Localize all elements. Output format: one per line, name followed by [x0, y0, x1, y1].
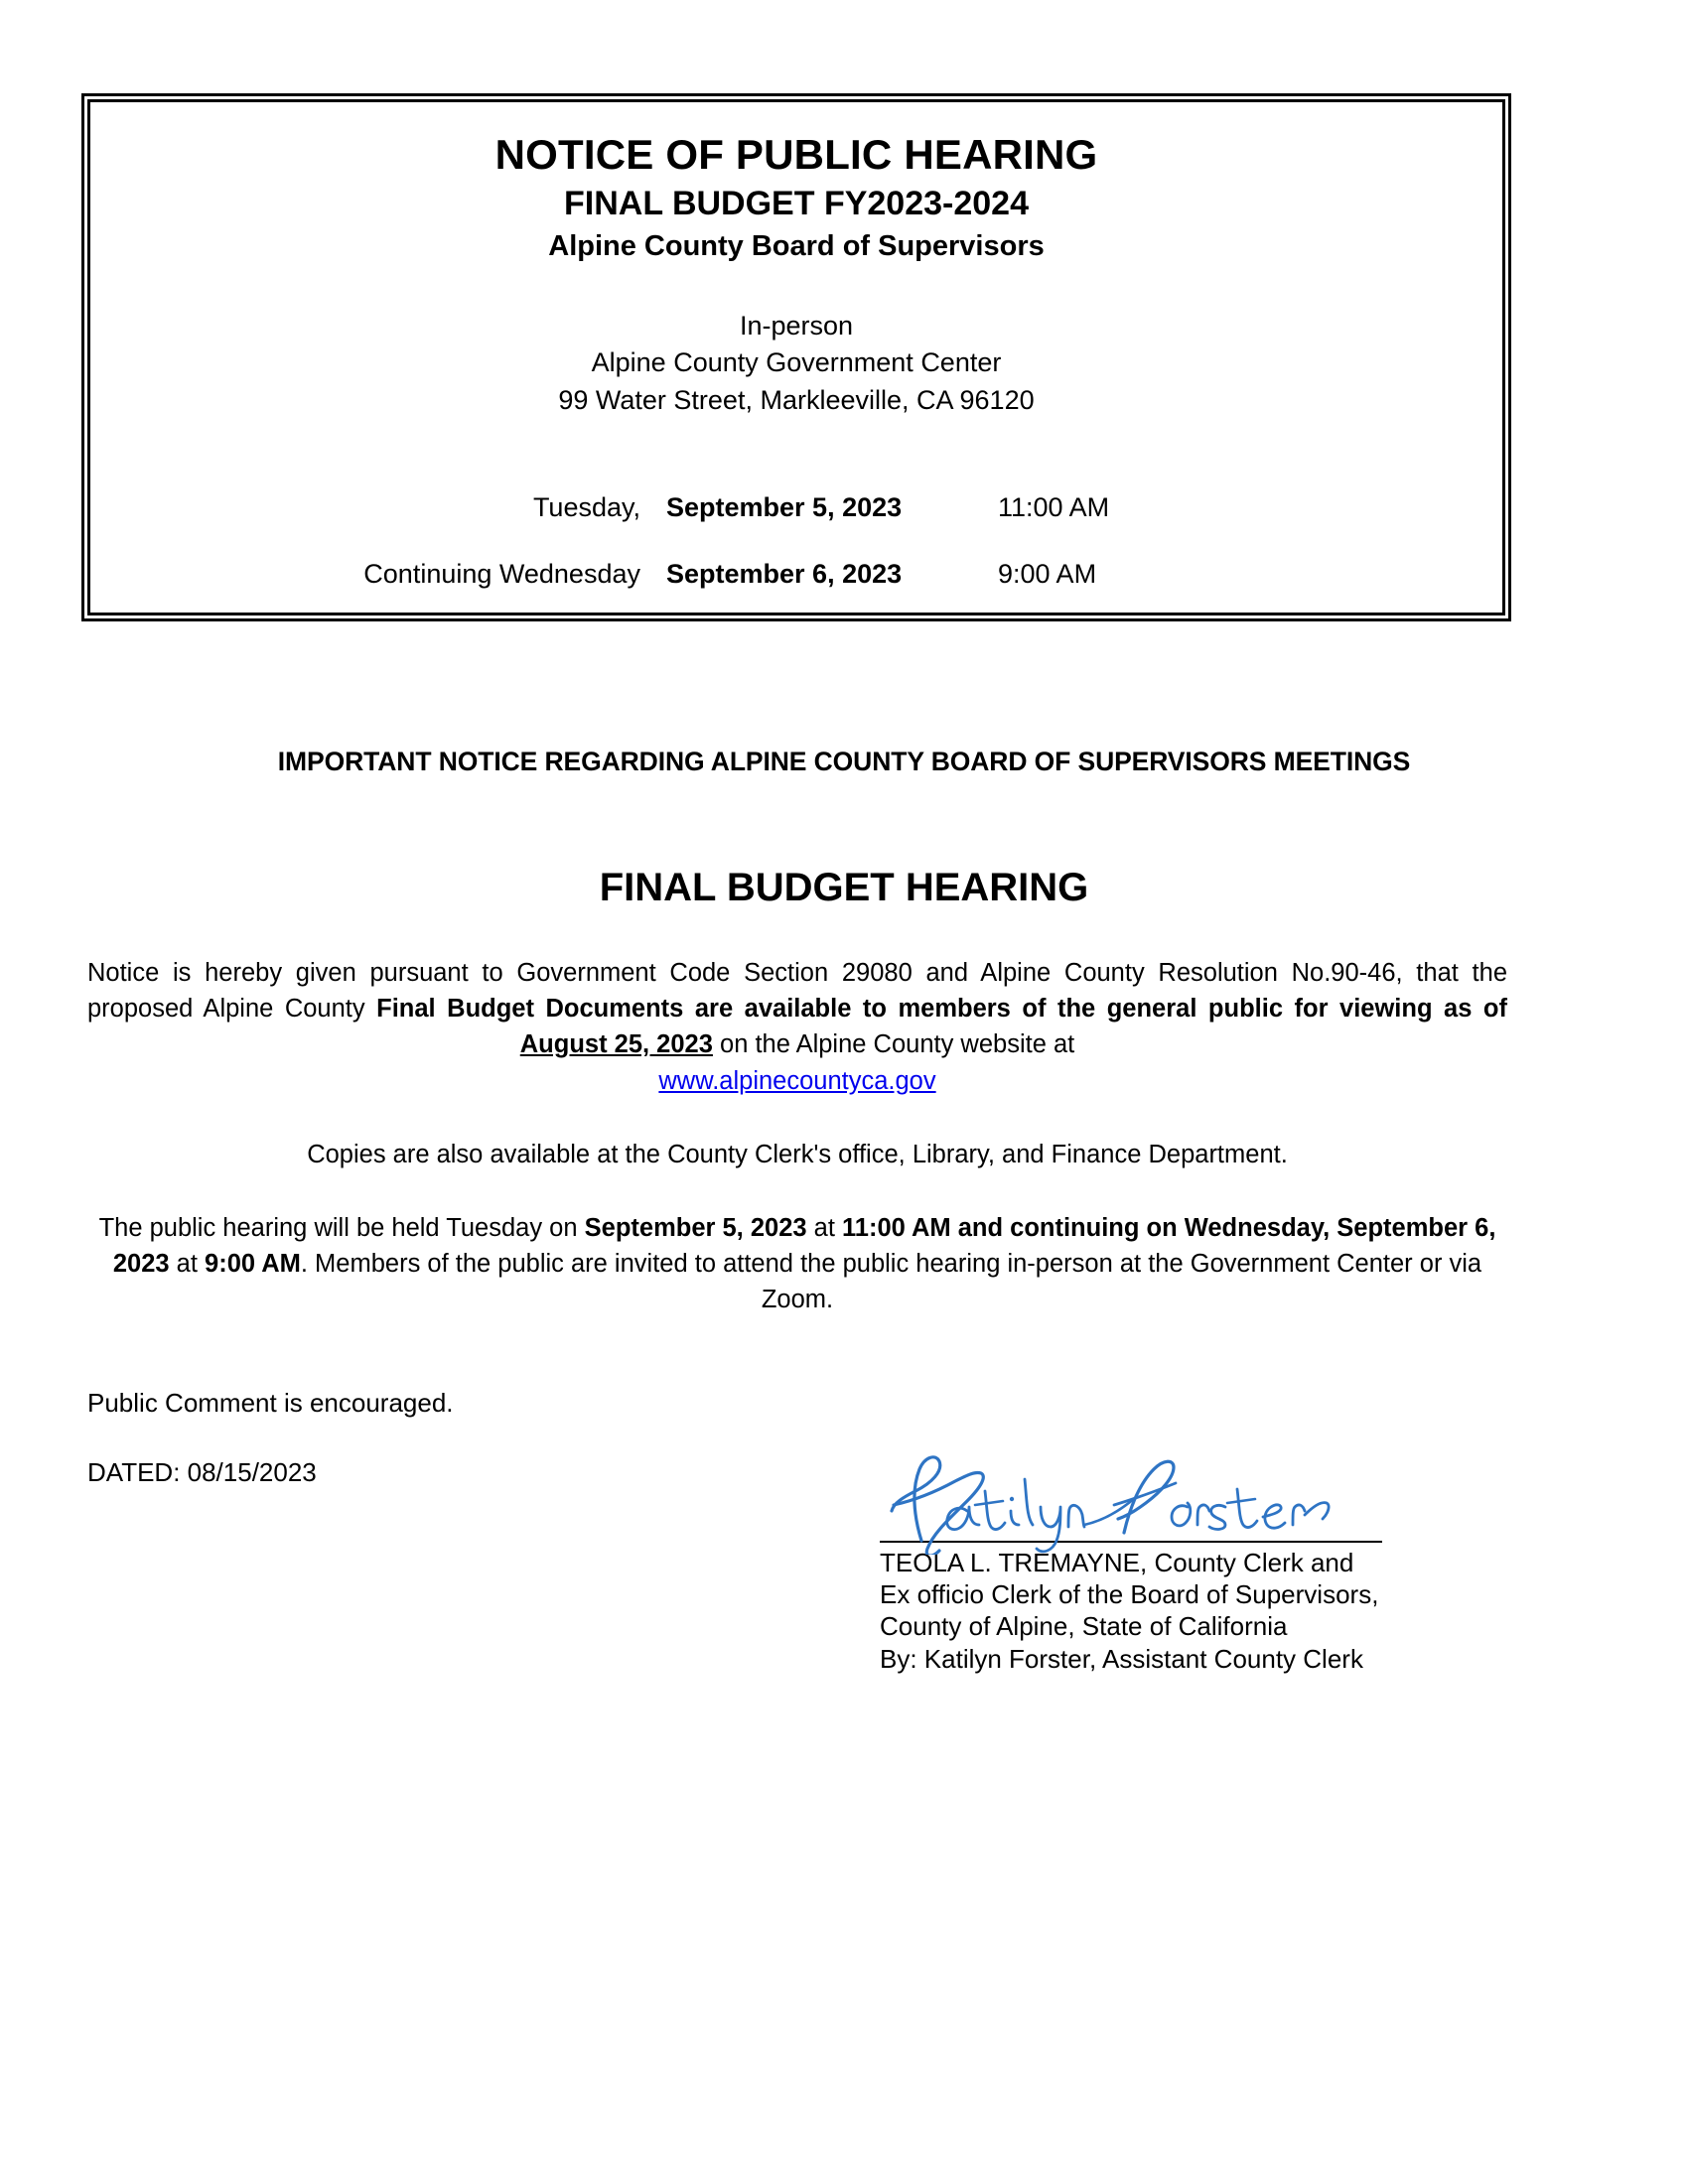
clerk-line-role: Ex officio Clerk of the Board of Supervisors, — [880, 1579, 1379, 1610]
page-title: NOTICE OF PUBLIC HEARING — [494, 131, 1098, 178]
schedule-day: Continuing Wednesday — [363, 558, 640, 589]
schedule-date: September 6, 2023 — [666, 558, 903, 589]
notice-box — [87, 99, 1505, 615]
signature-image — [880, 1451, 1436, 1541]
schedule-day: Tuesday, — [532, 491, 640, 522]
body-content — [87, 955, 1507, 1318]
public-comment-line: Public Comment is encouraged. — [87, 1388, 454, 1418]
notice-paragraph — [87, 955, 1507, 1063]
hearing-date-1: September 5, 2023 — [584, 1214, 807, 1243]
venue-block — [90, 308, 1502, 419]
availability-date: August 25, 2023 — [519, 1030, 713, 1059]
page-subtitle-board: Alpine County Board of Supervisors — [548, 230, 1045, 263]
hearing-text-at1: at — [806, 1214, 843, 1243]
clerk-line-by: By: Katilyn Forster, Assistant County Clerk — [880, 1643, 1363, 1674]
page-subtitle: FINAL BUDGET FY2023-2024 — [564, 184, 1029, 222]
final-budget-hearing-heading: FINAL BUDGET HEARING — [599, 866, 1089, 909]
clerk-line-jurisdiction: County of Alpine, State of California — [880, 1611, 1288, 1642]
notice-text-part4: on the Alpine County website at — [712, 1030, 1075, 1059]
hearing-text-at2: at — [169, 1250, 206, 1279]
county-website-link[interactable]: www.alpinecountyca.gov — [658, 1066, 936, 1095]
clerk-signature-lines — [880, 1547, 1436, 1675]
venue-place: Alpine County Government Center — [591, 347, 1002, 378]
clerk-line-name: TEOLA L. TREMAYNE, County Clerk and — [880, 1548, 1354, 1577]
hearing-schedule — [90, 492, 1502, 590]
hearing-time-and-continuation: 11:00 AM and continuing on Wednesday, September 6, 2023 — [112, 1214, 1496, 1279]
schedule-date: September 5, 2023 — [666, 491, 903, 522]
venue-address: 99 Water Street, Markleeville, CA 96120 — [558, 384, 1035, 415]
notice-text-part1: Notice is hereby given pursuant to Government Code Section 29080 and Alpine County Resolution No.90-46, that the proposed Alpine County — [87, 959, 1507, 1024]
venue-mode: In-person — [739, 311, 854, 341]
dated-line: DATED: 08/15/2023 — [87, 1457, 317, 1487]
schedule-row — [90, 492, 1502, 523]
notice-text-bold: Final Budget Documents are available to members of the general public for viewing as of — [376, 995, 1507, 1024]
schedule-time: 11:00 AM — [998, 491, 1110, 522]
website-line — [87, 1063, 1507, 1099]
schedule-time: 9:00 AM — [998, 558, 1097, 589]
signature-block — [880, 1451, 1436, 1675]
spacer — [87, 1099, 1507, 1137]
important-notice-heading: IMPORTANT NOTICE REGARDING ALPINE COUNTY BOARD OF SUPERVISORS MEETINGS — [277, 747, 1411, 776]
hearing-details-paragraph — [87, 1210, 1507, 1318]
schedule-row — [90, 559, 1502, 590]
handwritten-signature-icon — [864, 1445, 1400, 1555]
notice-box-content — [90, 102, 1502, 590]
copies-availability-paragraph: Copies are also available at the County Clerk's office, Library, and Finance Department. — [307, 1140, 1288, 1168]
hearing-text-part1: The public hearing will be held Tuesday on — [98, 1214, 585, 1243]
hearing-time-2: 9:00 AM — [205, 1250, 301, 1279]
hearing-text-tail: . Members of the public are invited to attend the public hearing in-person at the Government Center or via Zoom. — [300, 1250, 1482, 1314]
spacer — [87, 1172, 1507, 1210]
